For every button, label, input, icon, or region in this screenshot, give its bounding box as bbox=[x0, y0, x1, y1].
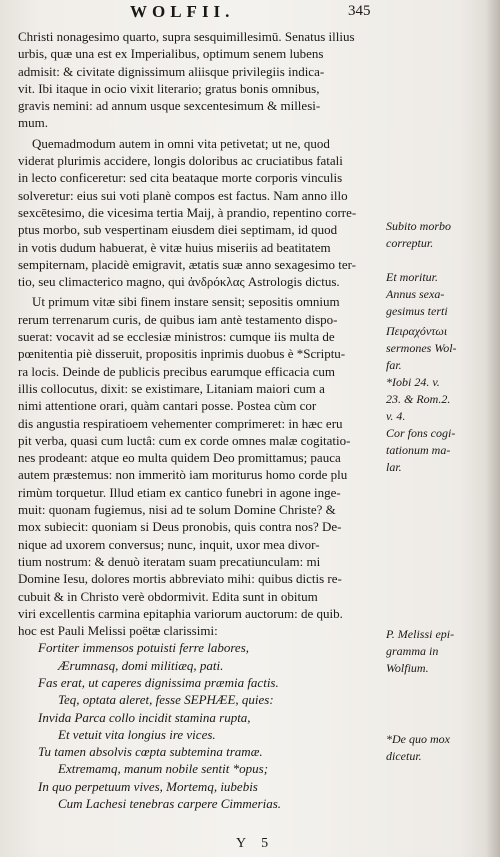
margin-note: sermones Wol- bbox=[386, 341, 457, 355]
text-line: urbis, quæ una est ex Imperialibus, optimum senem lubens bbox=[18, 46, 324, 62]
text-line: in lecto conficeretur: sed cita beataque morte corporis vinculis bbox=[18, 170, 343, 186]
margin-note: Et moritur. bbox=[386, 270, 439, 284]
text-line: tio, seu climacterico magno, qui ἀνδρόκλας Astrologis dictus. bbox=[18, 274, 340, 290]
margin-note: gramma in bbox=[386, 644, 439, 658]
page-number: 345 bbox=[348, 3, 371, 19]
text-line: Christi nonagesimo quarto, supra sesquimillesimū. Senatus illius bbox=[18, 29, 355, 44]
margin-note: Cor fons cogi- bbox=[386, 426, 456, 440]
text-line: nimi attentione orari, quàm cantari posse. Postea cùm cor bbox=[18, 398, 317, 414]
text-line: sexcētesimo, die vicesima tertia Maij, à prandio, repentino corre- bbox=[18, 204, 357, 220]
margin-note: gesimus terti bbox=[386, 304, 448, 318]
text-line: muit: quonam fugiemus, nisi ad te solum Domine Christe? & bbox=[18, 502, 336, 518]
paragraph-3 bbox=[18, 293, 390, 639]
text-line: illis collocutus, dixit: se existimare, Litaniam maiori cum a bbox=[18, 380, 325, 396]
margin-note: correptur. bbox=[386, 236, 434, 250]
poem-line: Et vetuit vita longius ire vices. bbox=[58, 726, 216, 742]
poem-line: Fortiter immensos potuisti ferre labores, bbox=[38, 640, 250, 656]
margin-note: 23. & Rom.2. bbox=[386, 392, 451, 406]
margin-note: Wolfium. bbox=[386, 661, 429, 675]
text-line: ra locis. Deinde de publicis precibus earumque efficacia cum bbox=[18, 363, 336, 379]
text-line: hoc est Pauli Melissi poëtæ clarissimi: bbox=[18, 623, 218, 639]
text-line: mox subiecit: quoniam si Deus pronobis, quis contra nos? De- bbox=[18, 519, 342, 535]
margin-note: *Iobi 24. v. bbox=[386, 375, 440, 389]
poem-line: Teq, optata aleret, fesse SEPHÆE, quies: bbox=[58, 692, 274, 708]
text-line: viderat plurimis accidere, longis doloribus ac cruciatibus fatali bbox=[18, 153, 343, 169]
poem-line: Invida Parca collo incidit stamina rupta, bbox=[38, 709, 251, 725]
poem-line: Ærumnasq, domi militiæq, pati. bbox=[58, 657, 224, 673]
text-line: viri excellentis carmina epitaphia variorum auctorum: de quib. bbox=[18, 605, 343, 621]
margin-note: Annus sexa- bbox=[386, 287, 445, 301]
poem-line: Tu tamen absolvis cœpta subtemina tramæ. bbox=[38, 744, 263, 760]
text-line: Quemadmodum autem in omni vita petivetat; ut ne, quod bbox=[32, 135, 330, 151]
text-line: dis angustia respiratioem vehementer comprimeret: in hæc eru bbox=[18, 415, 343, 431]
paragraph-1 bbox=[18, 28, 390, 132]
text-line: rimùm torquetur. Illud etiam ex cantico funebri in agone inge- bbox=[18, 484, 341, 500]
text-line: Domine Iesu, dolores mortis abbreviato mihi: quibus dictis re- bbox=[18, 571, 342, 587]
text-line: gravis nemini: ad annum usque sexcentesimum & millesi- bbox=[18, 98, 321, 114]
text-line: nique ad uxorem conversus; nunc, inquit, uxor mea divor- bbox=[18, 536, 320, 552]
poem-line: Fas erat, ut caperes dignissima præmia factis. bbox=[38, 674, 279, 690]
text-line: pœnitentia piè disseruit, propositis inprimis duobus è *Scriptu- bbox=[18, 346, 346, 362]
margin-note: *De quo mox bbox=[386, 732, 450, 746]
page-header bbox=[0, 2, 500, 26]
text-line: in votis dudum habuerat, è vitæ huius miseriis ad beatitatem bbox=[18, 239, 331, 255]
text-line: vit. Ibi itaque in ocio vixit literario; gratus bonis omnibus, bbox=[18, 80, 320, 96]
text-line: rerum terrenarum curis, de quibus iam antè testamento dispo- bbox=[18, 311, 338, 327]
page-edge-shadow bbox=[486, 0, 500, 857]
text-line: tium nostrum: & denuò iteratam suam precatiunculam: mi bbox=[18, 553, 321, 569]
text-line: pit verba, quasi cum luctâ: cum ex corde omnes malæ cogitatio- bbox=[18, 432, 351, 448]
signature-mark: Y 5 bbox=[236, 836, 275, 851]
text-line: admisit: & civitate dignissimum aliisque privilegiis indica- bbox=[18, 63, 325, 79]
paragraph-2 bbox=[18, 135, 390, 291]
text-line: cubuit & in Christo verè obdormivit. Edita sunt in obitum bbox=[18, 588, 318, 604]
main-text bbox=[18, 28, 390, 812]
margin-note: far. bbox=[386, 358, 402, 372]
poem-line: Cum Lachesi tenebras carpere Cimmerias. bbox=[58, 796, 282, 812]
text-line: mum. bbox=[18, 115, 48, 131]
margin-note: P. Melissi epi- bbox=[386, 627, 455, 641]
poem-line: In quo perpetuum vives, Mortemq, iubebis bbox=[38, 778, 258, 794]
margin-note: Subito morbo bbox=[386, 219, 452, 233]
text-line: Ut primum vitæ sibi finem instare sensit; sepositis omnium bbox=[32, 294, 340, 310]
text-line: nes prodeant: atque eo multa quidem Deo promittamus; pauca bbox=[18, 450, 341, 466]
margin-note: Πειραχόντωι bbox=[386, 324, 448, 338]
poem-line: Extremamq, manum nobile sentit *opus; bbox=[58, 761, 269, 777]
text-line: suerat: vocavit ad se ecclesiæ ministros: cumque iis multa de bbox=[18, 329, 335, 345]
margin-note: lar. bbox=[386, 460, 402, 474]
text-line: sempiternam, placidè emigravit, ætatis suæ anno sexagesimo ter- bbox=[18, 256, 357, 272]
margin-note: dicetur. bbox=[386, 749, 422, 763]
running-head: WOLFII. bbox=[130, 2, 235, 21]
text-line: autem præstemus: non immeritò iam moriturus homo corde plu bbox=[18, 467, 348, 483]
text-line: ptus morbo, sub vespertinam eiusdem diei septimam, id quod bbox=[18, 222, 338, 238]
margin-note: v. 4. bbox=[386, 409, 406, 423]
margin-note: tationum ma- bbox=[386, 443, 451, 457]
text-line: solveretur: eius sui voti planè compos est factus. Nam anno illo bbox=[18, 187, 348, 203]
poem bbox=[18, 639, 390, 812]
